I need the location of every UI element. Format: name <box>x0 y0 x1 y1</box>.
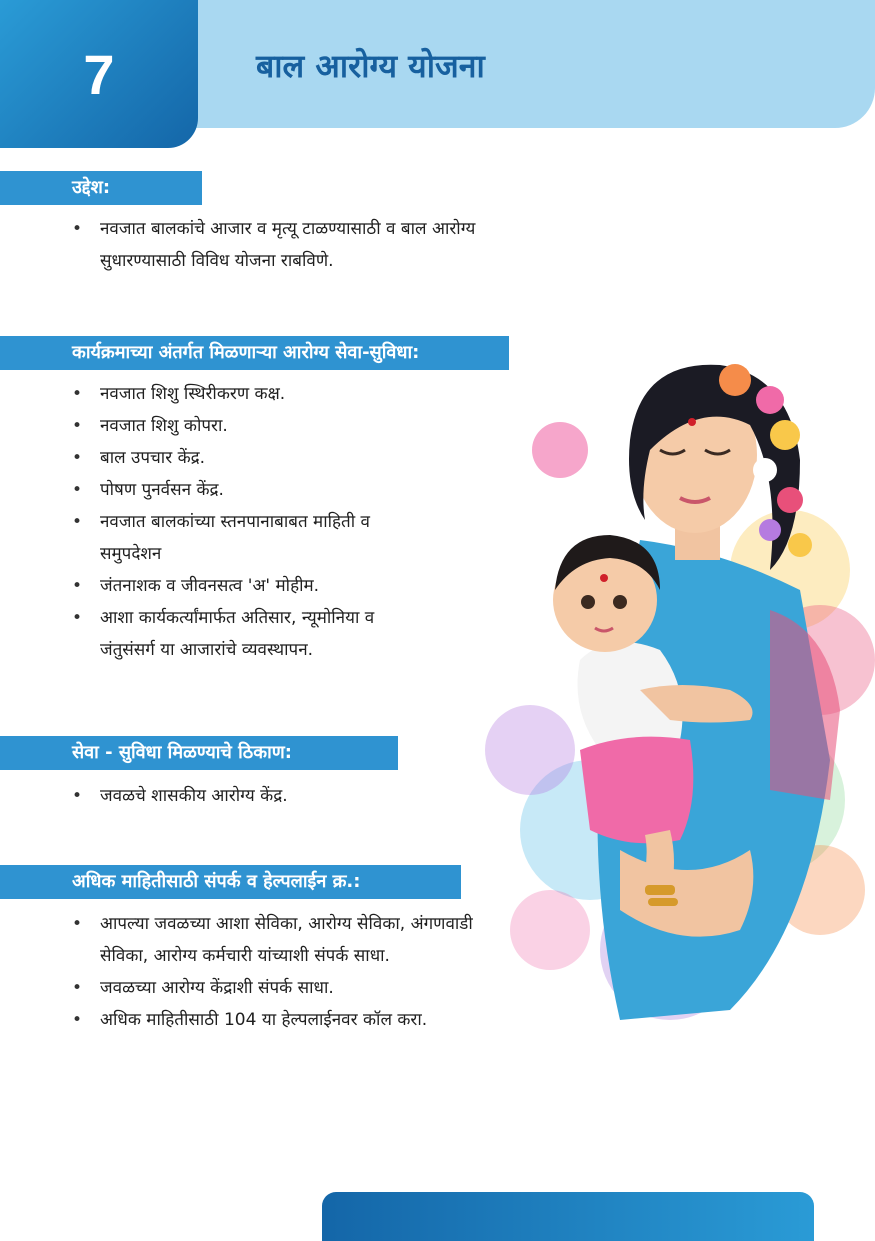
list-item <box>70 213 475 277</box>
list-item <box>70 780 288 812</box>
list-item-line: जंतनाशक व जीवनसत्व 'अ' मोहीम. <box>100 576 320 596</box>
list-item <box>70 908 473 972</box>
scheme-number-box <box>0 0 198 148</box>
list-item <box>70 570 374 602</box>
list-item <box>70 378 374 410</box>
list-item-line: अधिक माहितीसाठी 104 या हेल्पलाईनवर कॉल करा. <box>100 1010 428 1030</box>
list-item-line: पोषण पुनर्वसन केंद्र. <box>100 480 224 500</box>
page-title: बाल आरोग्य योजना <box>256 47 485 85</box>
list-item-line: सेविका, आरोग्य कर्मचारी यांच्याशी संपर्क साधा. <box>100 946 390 966</box>
list-item-line: सुधारण्यासाठी विविध योजना राबविणे. <box>100 251 334 271</box>
location-list <box>70 780 288 812</box>
contact-list <box>70 908 473 1036</box>
list-item-line: नवजात शिशु स्थिरीकरण कक्ष. <box>100 384 286 404</box>
list-item-line: जंतुसंसर्ग या आजारांचे व्यवस्थापन. <box>100 640 314 660</box>
list-item-line: नवजात बालकांचे आजार व मृत्यू टाळण्यासाठी व बाल आरोग्य <box>100 219 476 239</box>
list-item-line: नवजात बालकांच्या स्तनपानाबाबत माहिती व <box>100 512 370 532</box>
mother-and-child-illustration <box>470 330 875 1070</box>
contact-heading: अधिक माहितीसाठी संपर्क व हेल्पलाईन क्र.: <box>0 865 461 899</box>
list-item <box>70 1004 473 1036</box>
objective-heading: उद्देश: <box>0 171 202 205</box>
services-heading: कार्यक्रमाच्या अंतर्गत मिळणाऱ्या आरोग्य सेवा-सुविधा: <box>0 336 509 370</box>
list-item <box>70 410 374 442</box>
list-item <box>70 972 473 1004</box>
list-item-line: बाल उपचार केंद्र. <box>100 448 206 468</box>
scheme-number: 7 <box>83 42 115 106</box>
list-item-line: जवळच्या आरोग्य केंद्राशी संपर्क साधा. <box>100 978 334 998</box>
objective-list <box>70 213 475 277</box>
list-item-line: जवळचे शासकीय आरोग्य केंद्र. <box>100 786 288 806</box>
list-item <box>70 442 374 474</box>
list-item-line: नवजात शिशु कोपरा. <box>100 416 228 436</box>
list-item <box>70 602 374 666</box>
services-list <box>70 378 374 666</box>
list-item-line: समुपदेशन <box>100 544 162 564</box>
list-item <box>70 506 374 570</box>
list-item-line: आपल्या जवळच्या आशा सेविका, आरोग्य सेविका, अंगणवाडी <box>100 914 473 934</box>
list-item-line: आशा कार्यकर्त्यांमार्फत अतिसार, न्यूमोनिया व <box>100 608 375 628</box>
location-heading: सेवा - सुविधा मिळण्याचे ठिकाण: <box>0 736 398 770</box>
list-item <box>70 474 374 506</box>
footer-bar <box>322 1192 814 1241</box>
